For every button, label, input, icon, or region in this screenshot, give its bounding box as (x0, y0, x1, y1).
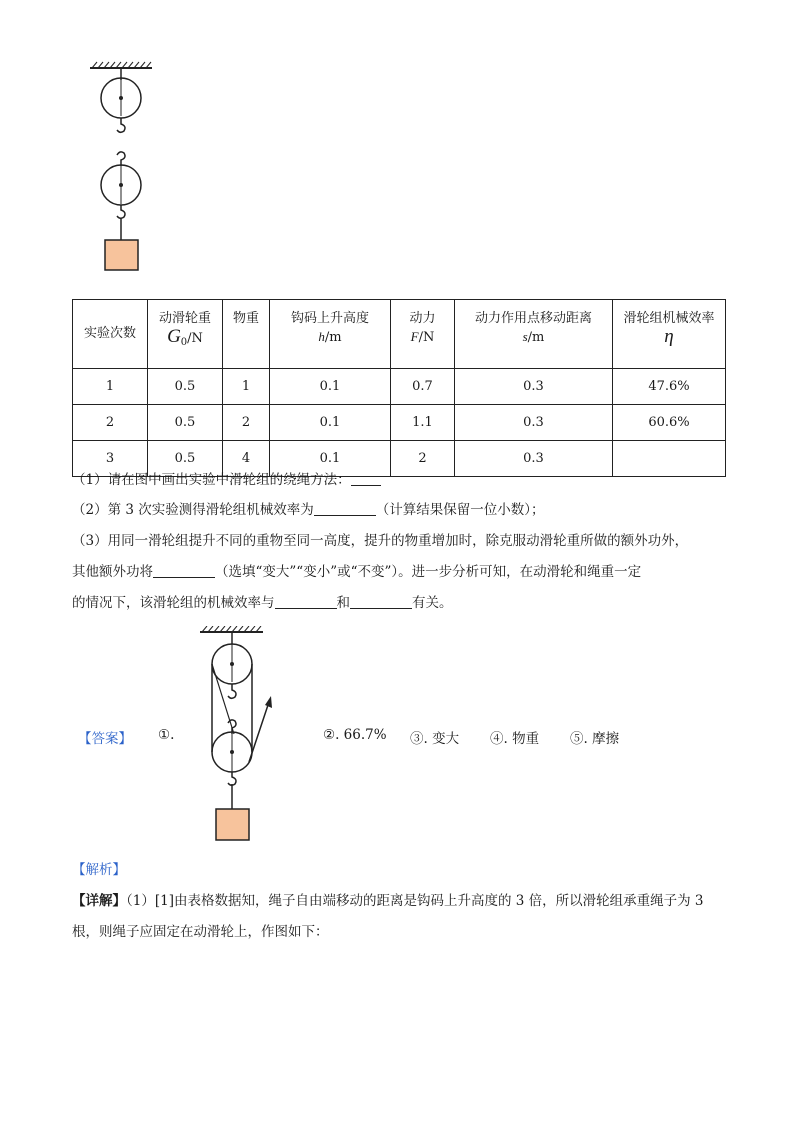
header-symbol: G (167, 326, 181, 347)
table-row (73, 405, 726, 441)
detail-paragraph-line-1 (72, 891, 704, 911)
table-cell: 0.5 (148, 441, 223, 477)
table-cell: 0.3 (455, 405, 613, 441)
header-label: 动力作用点移动距离 (474, 311, 592, 326)
detail-text: 根，则绳子应固定在动滑轮上，作图如下： (72, 924, 329, 940)
header-symbol: h (318, 329, 325, 344)
table-cell: 2 (73, 405, 148, 441)
header-cell (148, 300, 223, 369)
question-3-line-2 (72, 562, 641, 582)
header-symbol: η (664, 326, 674, 347)
pulley-figure-unwound (80, 60, 170, 275)
table-row (73, 369, 726, 405)
table-cell: 1 (223, 369, 270, 405)
question-3-text: （3）用同一滑轮组提升不同的重物至同一高度，提升的物重增加时，除克服动滑轮重所做的额外功外， (72, 533, 689, 549)
header-cell (270, 300, 391, 369)
table-cell (613, 441, 726, 477)
question-1-text: （1）请在图中画出实验中滑轮组的绕绳方法： (72, 472, 351, 488)
table-cell: 0.3 (455, 369, 613, 405)
header-symbol: s (522, 329, 528, 344)
table-cell: 0.7 (391, 369, 455, 405)
table-cell: 2 (391, 441, 455, 477)
experiment-table (72, 299, 726, 477)
table-cell: 0.1 (270, 405, 391, 441)
detail-label: 【详解】 (72, 893, 126, 909)
header-cell (223, 300, 270, 369)
answer-item-5: ⑤. 摩擦 (570, 731, 620, 747)
header-unit: /m (324, 330, 342, 345)
header-label: 动力 (409, 311, 436, 326)
question-3-text: （选填“变大”“变小”或“不变”）。进一步分析可知，在动滑轮和绳重一定 (215, 564, 642, 580)
question-3-line-1 (72, 531, 688, 551)
header-label: 物重 (232, 311, 259, 326)
header-unit: /N (418, 330, 435, 345)
table-cell: 2 (223, 405, 270, 441)
detail-paragraph-line-2 (72, 922, 329, 942)
answer-blank (350, 594, 412, 609)
table-cell: 0.5 (148, 369, 223, 405)
question-3-line-3 (72, 593, 453, 613)
pulley-figure-wound (195, 626, 285, 846)
question-1 (72, 470, 381, 490)
question-3-text: 和 (336, 595, 350, 611)
header-label: 动滑轮重 (158, 311, 211, 326)
table-cell: 0.1 (270, 369, 391, 405)
table-cell: 47.6% (613, 369, 726, 405)
table-cell: 60.6% (613, 405, 726, 441)
answer-blank (314, 501, 376, 516)
header-cell (391, 300, 455, 369)
header-symbol: F (410, 329, 419, 344)
header-label: 钩码上升高度 (290, 311, 369, 326)
table-cell: 0.1 (270, 441, 391, 477)
header-subscript: 0 (180, 337, 188, 348)
question-3-text: 的情况下，该滑轮组的机械效率与 (72, 595, 275, 611)
answer-item-2: ②. 66.7% (323, 727, 387, 743)
table-cell: 0.5 (148, 405, 223, 441)
question-2 (72, 500, 545, 520)
answer-item-3: ③. 变大 (410, 731, 460, 747)
header-cell (455, 300, 613, 369)
answer-blank (351, 471, 381, 486)
question-3-text: 有关。 (412, 595, 453, 611)
answer-blank (153, 563, 215, 578)
table-cell: 4 (223, 441, 270, 477)
table-cell: 1.1 (391, 405, 455, 441)
detail-text: （1）[1]由表格数据知，绳子自由端移动的距离是钩码上升高度的 3 倍，所以滑轮组承重绳子为 3 (126, 893, 704, 909)
answer-label: 【答案】 (78, 731, 132, 747)
header-label: 实验次数 (83, 326, 136, 341)
header-cell (613, 300, 726, 369)
header-unit: /m (527, 330, 545, 345)
table-cell: 0.3 (455, 441, 613, 477)
header-label: 滑轮组机械效率 (623, 311, 715, 326)
table-cell: 3 (73, 441, 148, 477)
question-2-text: （2）第 3 次实验测得滑轮组机械效率为 (72, 502, 314, 518)
header-unit: /N (187, 331, 203, 346)
table-cell: 1 (73, 369, 148, 405)
question-2-note: （计算结果保留一位小数）； (375, 502, 545, 518)
table-header-row (73, 300, 726, 369)
answer-blank (275, 594, 337, 609)
answer-item-4: ④. 物重 (490, 731, 540, 747)
answer-item-1: ①. (158, 727, 175, 743)
analysis-label: 【解析】 (72, 862, 126, 878)
header-cell (73, 300, 148, 369)
question-3-text: 其他额外功将 (72, 564, 153, 580)
